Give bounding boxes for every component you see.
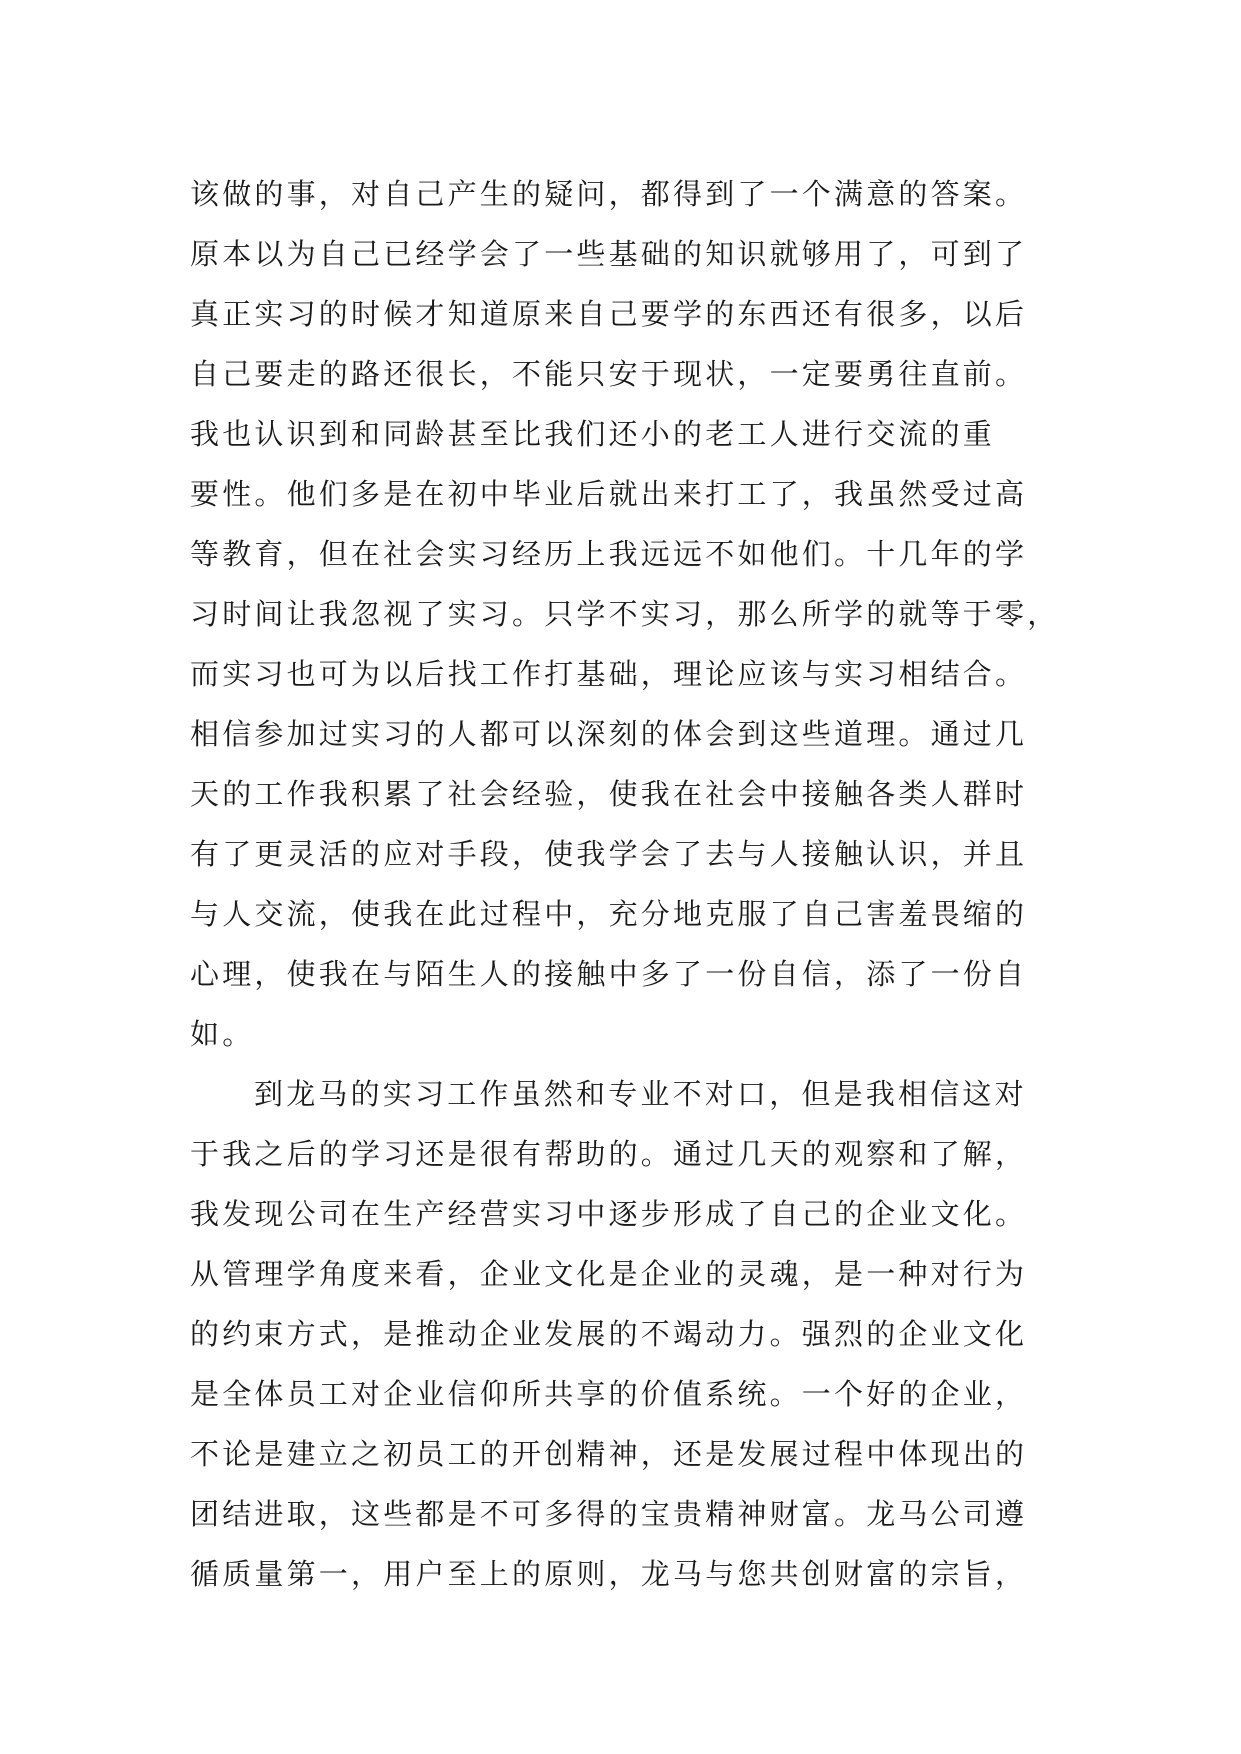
text-line: 我也认识到和同龄甚至比我们还小的老工人进行交流的重: [190, 417, 996, 451]
text-line: 不论是建立之初员工的开创精神，还是发展过程中体现出的: [190, 1437, 1028, 1471]
text-line: 原本以为自己已经学会了一些基础的知识就够用了，可到了: [190, 237, 1028, 271]
text-line: 从管理学角度来看，企业文化是企业的灵魂，是一种对行为: [190, 1257, 1028, 1291]
text-line: 天的工作我积累了社会经验，使我在社会中接触各类人群时: [190, 777, 1028, 811]
text-line: 团结进取，这些都是不可多得的宝贵精神财富。龙马公司遵: [190, 1497, 1028, 1531]
paragraph-1: [190, 164, 1070, 1064]
text-line: 等教育，但在社会实习经历上我远远不如他们。十几年的学: [190, 537, 1028, 571]
text-line: 循质量第一，用户至上的原则，龙马与您共创财富的宗旨，: [190, 1557, 1028, 1591]
text-line: 真正实习的时候才知道原来自己要学的东西还有很多，以后: [190, 297, 1028, 331]
text-line: 的约束方式，是推动企业发展的不竭动力。强烈的企业文化: [190, 1317, 1028, 1351]
text-line: 是全体员工对企业信仰所共享的价值系统。一个好的企业，: [190, 1377, 1028, 1411]
text-line: 有了更灵活的应对手段，使我学会了去与人接触认识，并且: [190, 837, 1028, 871]
text-line: 习时间让我忽视了实习。只学不实习，那么所学的就等于零，: [190, 597, 1060, 631]
text-line: 相信参加过实习的人都可以深刻的体会到这些道理。通过几: [190, 717, 1028, 751]
text-line: 要性。他们多是在初中毕业后就出来打工了，我虽然受过高: [190, 477, 1028, 511]
text-line: 该做的事，对自己产生的疑问，都得到了一个满意的答案。: [190, 177, 1028, 211]
text-line: 而实习也可为以后找工作打基础，理论应该与实习相结合。: [190, 657, 1028, 691]
text-line: 与人交流，使我在此过程中，充分地克服了自己害羞畏缩的: [190, 897, 1028, 931]
text-line: 我发现公司在生产经营实习中逐步形成了自己的企业文化。: [190, 1197, 1028, 1231]
body-text: [190, 164, 1070, 1604]
text-line: 到龙马的实习工作虽然和专业不对口，但是我相信这对: [254, 1077, 1027, 1111]
paragraph-2: [190, 1064, 1070, 1604]
text-line: 自己要走的路还很长，不能只安于现状，一定要勇往直前。: [190, 357, 1028, 391]
text-line: 心理，使我在与陌生人的接触中多了一份自信，添了一份自: [190, 957, 1028, 991]
text-line: 于我之后的学习还是很有帮助的。通过几天的观察和了解，: [190, 1137, 1028, 1171]
text-line: 如。: [190, 1017, 255, 1051]
